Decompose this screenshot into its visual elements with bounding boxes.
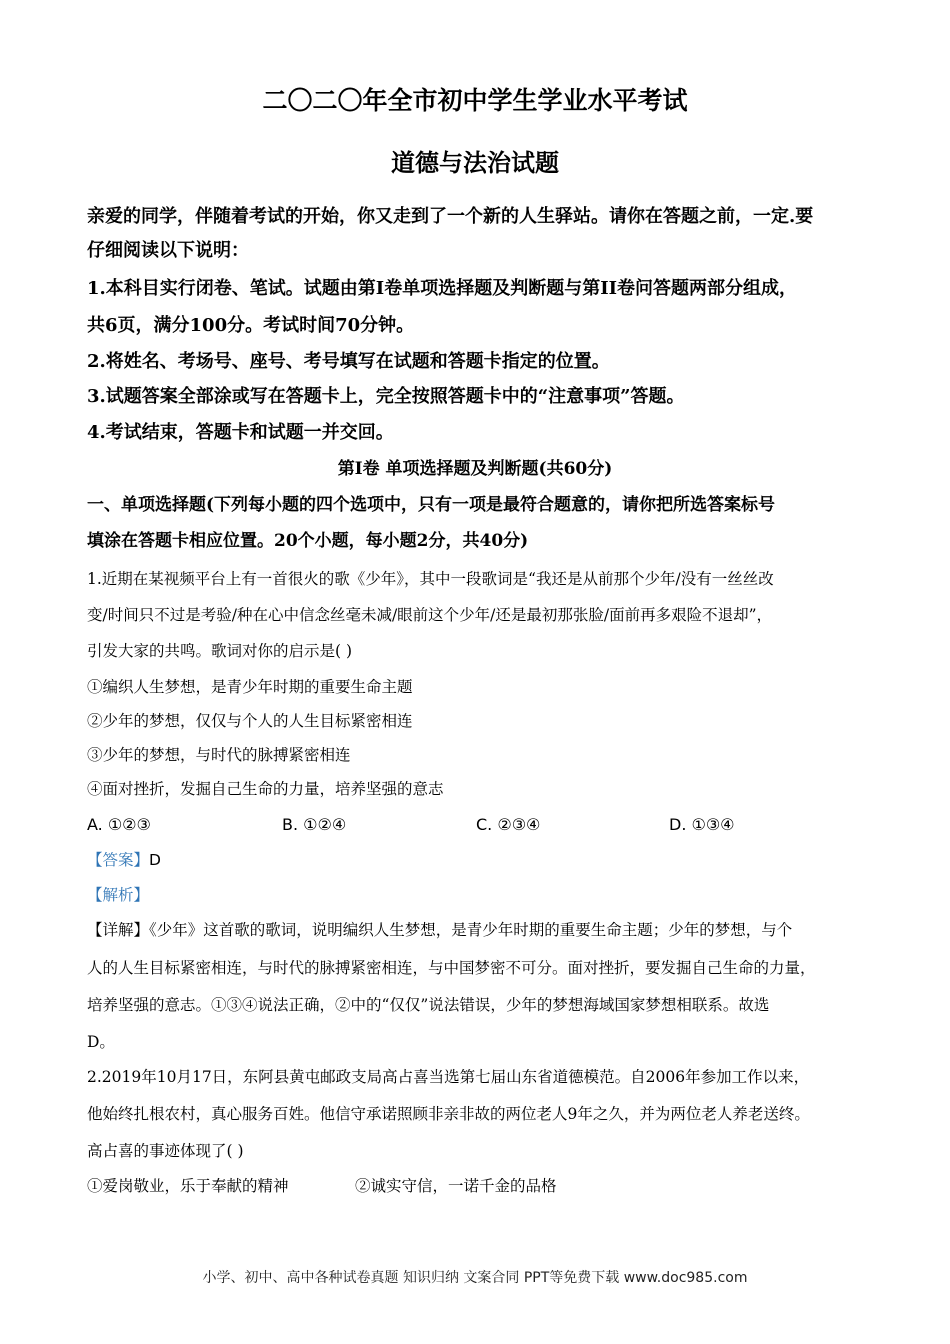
question-1-stem: 1.近期在某视频平台上有一首很火的歌《少年》，其中一段歌词是“我还是从前那个少年/没有一丝丝改 bbox=[87, 570, 774, 588]
analysis-detail: D。 bbox=[87, 1033, 115, 1051]
question-1-statement: ③少年的梦想，与时代的脉搏紧密相连 bbox=[87, 746, 351, 764]
page-footer: 小学、初中、高中各种试卷真题 知识归纳 文案合同 PPT等免费下载 www.doc985.com bbox=[202, 1270, 748, 1286]
instruction-1-cont: 共6页，满分100分。考试时间70分钟。 bbox=[87, 315, 415, 336]
analysis-detail: 【详解】《少年》这首歌的歌词，说明编织人生梦想，是青少年时期的重要生命主题；少年的梦想，与个 bbox=[87, 921, 793, 939]
instruction-1: 1.本科目实行闭卷、笔试。试题由第Ⅰ卷单项选择题及判断题与第II卷问答题两部分组成， bbox=[87, 278, 798, 299]
question-1-statement: ②少年的梦想，仅仅与个人的人生目标紧密相连 bbox=[87, 712, 413, 730]
question-1-stem: 变/时间只不过是考验/种在心中信念丝毫未减/眼前这个少年/还是最初那张脸/面前再多艰险不退却”， bbox=[87, 606, 773, 624]
question-1-stem: 引发大家的共鸣。歌词对你的启示是( ) bbox=[87, 642, 353, 660]
question-2-statement: ①爱岗敬业，乐于奉献的精神 bbox=[87, 1177, 289, 1195]
question-1-option-a: A. ①②③ bbox=[87, 815, 151, 834]
answer-row bbox=[87, 849, 867, 871]
section-heading: 一、单项选择题(下列每小题的四个选项中，只有一项是最符合题意的，请你把所选答案标号 bbox=[87, 495, 776, 515]
answer-label: 【答案】 bbox=[87, 851, 150, 869]
instruction-2: 2.将姓名、考场号、座号、考号填写在试题和答题卡指定的位置。 bbox=[87, 351, 610, 372]
intro-line: 仔细阅读以下说明： bbox=[87, 240, 249, 261]
analysis-label: 【解析】 bbox=[87, 886, 150, 904]
section-heading-cont: 填涂在答题卡相应位置。20个小题，每小题2分，共40分) bbox=[87, 531, 529, 551]
question-1-option-b: B. ①②④ bbox=[282, 815, 347, 834]
analysis-detail: 人的人生目标紧密相连，与时代的脉搏紧密相连，与中国梦密不可分。面对挫折，要发掘自己生命的力量， bbox=[87, 959, 816, 977]
exam-title: 二〇二〇年全市初中学生学业水平考试 bbox=[262, 86, 688, 115]
intro-line: 亲爱的同学，伴随着考试的开始，你又走到了一个新的人生驿站。请你在答题之前，一定.要 bbox=[87, 206, 814, 227]
part-heading: 第Ⅰ卷 单项选择题及判断题(共60分) bbox=[337, 459, 613, 479]
question-1-option-d: D. ①③④ bbox=[669, 815, 735, 834]
question-2-statement: ②诚实守信，一诺千金的品格 bbox=[355, 1177, 557, 1195]
question-1-statement: ④面对挫折，发掘自己生命的力量，培养坚强的意志 bbox=[87, 780, 444, 798]
answer-value: D bbox=[149, 851, 161, 869]
question-1-option-c: C. ②③④ bbox=[476, 815, 541, 834]
instruction-3: 3.试题答案全部涂或写在答题卡上，完全按照答题卡中的“注意事项”答题。 bbox=[87, 386, 685, 407]
analysis-detail: 培养坚强的意志。①③④说法正确，②中的“仅仅”说法错误，少年的梦想海域国家梦想相联系。故选 bbox=[87, 996, 770, 1014]
instruction-4: 4.考试结束，答题卡和试题一并交回。 bbox=[87, 422, 394, 443]
question-2-stem: 高占喜的事迹体现了( ) bbox=[87, 1142, 244, 1160]
question-2-stem: 他始终扎根农村，真心服务百姓。他信守承诺照顾非亲非故的两位老人9年之久，并为两位老人养老送终。 bbox=[87, 1105, 810, 1123]
question-2-stem: 2.2019年10月17日，东阿县黄屯邮政支局高占喜当选第七届山东省道德模范。自2006年参加工作以来， bbox=[87, 1068, 810, 1086]
question-1-statement: ①编织人生梦想，是青少年时期的重要生命主题 bbox=[87, 678, 413, 696]
exam-subtitle: 道德与法治试题 bbox=[391, 148, 559, 177]
